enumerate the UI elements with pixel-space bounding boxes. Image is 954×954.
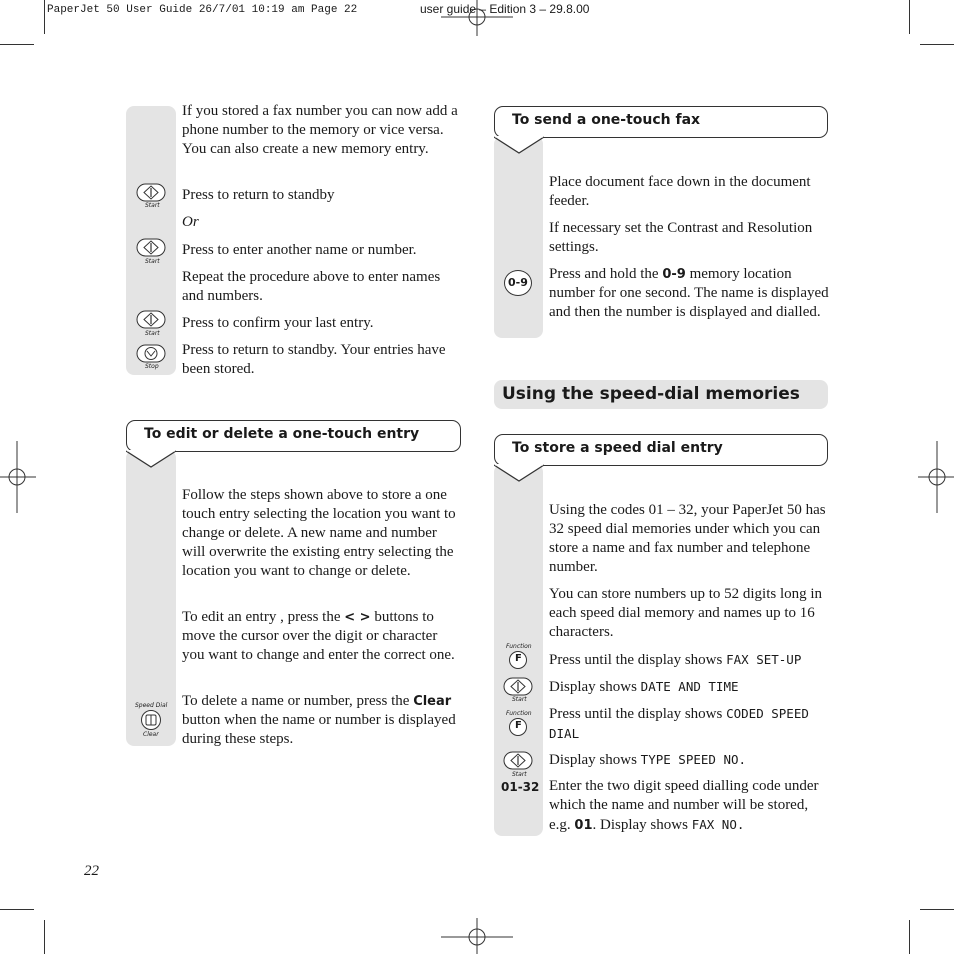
start-label: Start xyxy=(512,771,527,778)
store-step-5 xyxy=(549,777,831,835)
heading-pointer xyxy=(494,464,546,484)
start-icon xyxy=(503,751,533,771)
step-text: Press until the display shows xyxy=(549,706,727,722)
step-text: Press until the display shows xyxy=(549,652,727,668)
step-return-standby: Press to return to standby xyxy=(182,187,335,203)
display-text: DATE AND TIME xyxy=(640,679,739,694)
step-text: Display shows xyxy=(549,752,641,768)
or-text: Or xyxy=(182,214,199,230)
send-p3-text: memory location number for one second. The name is displayed and then the number is displayed and dialled. xyxy=(549,266,829,320)
start-icon xyxy=(136,238,166,258)
step-text: Enter the two digit speed dialling code under which the name and number will be stored, e.g. xyxy=(549,778,819,833)
crop-mark xyxy=(909,0,910,34)
edit-p2-text: buttons to move the cursor over the digit or character you want to change and enter the correct one. xyxy=(182,609,455,663)
crop-mark xyxy=(44,0,45,34)
start-label: Start xyxy=(145,258,160,265)
send-paragraph-1: Place document face down in the document feeder. xyxy=(549,174,811,209)
function-key-label: F xyxy=(515,720,522,731)
heading-pointer xyxy=(126,450,178,470)
store-speed-dial-heading: To store a speed dial entry xyxy=(512,440,723,456)
right-step-bar-send xyxy=(494,136,543,338)
edit-paragraph-2 xyxy=(182,608,460,665)
edit-delete-heading: To edit or delete a one-touch entry xyxy=(144,426,420,442)
store-step-3 xyxy=(549,704,831,744)
number-key-label: 0-9 xyxy=(508,276,528,289)
edition-line: user guide – Edition 3 – 29.8.00 xyxy=(420,2,590,16)
crop-mark xyxy=(920,909,954,910)
step-confirm: Press to confirm your last entry. xyxy=(182,315,374,331)
registration-mark-bottom xyxy=(441,918,513,954)
edit-paragraph-3 xyxy=(182,692,460,749)
edit-p2-text: To edit an entry , press the xyxy=(182,609,345,625)
display-text: FAX NO. xyxy=(691,817,745,832)
display-text: CODED SPEED xyxy=(726,706,809,721)
crop-mark xyxy=(0,44,34,45)
start-icon xyxy=(136,310,166,330)
display-text: FAX SET-UP xyxy=(726,652,802,667)
start-label: Start xyxy=(512,696,527,703)
clear-label: Clear xyxy=(143,731,159,738)
crop-mark xyxy=(0,909,34,910)
registration-mark-left xyxy=(0,441,36,513)
step-enter-another: Press to enter another name or number. xyxy=(182,242,417,258)
registration-mark-right xyxy=(918,441,954,513)
stop-label: Stop xyxy=(145,363,159,370)
display-text: TYPE SPEED NO. xyxy=(640,752,747,767)
edit-p3-text: button when the name or number is displayed during these steps. xyxy=(182,712,456,747)
page-number: 22 xyxy=(84,863,99,879)
section-title: Using the speed-dial memories xyxy=(502,384,800,404)
send-paragraph-2: If necessary set the Contrast and Resolution settings. xyxy=(549,220,813,255)
speed-dial-label: Speed Dial xyxy=(135,702,168,709)
crop-mark xyxy=(920,44,954,45)
speed-dial-clear-icon xyxy=(140,709,162,731)
start-icon xyxy=(503,677,533,697)
heading-pointer xyxy=(494,136,546,156)
send-paragraph-3 xyxy=(549,265,831,322)
print-slug: PaperJet 50 User Guide 26/7/01 10:19 am Page 22 xyxy=(47,4,358,16)
edit-paragraph-1: Follow the steps shown above to store a one touch entry selecting the location you want to change or delete. A new name and number will overwrite the existing entry selecting the location you want to change or delete. xyxy=(182,487,456,579)
send-fax-heading: To send a one-touch fax xyxy=(512,112,701,128)
display-text: DIAL xyxy=(549,726,580,741)
crop-mark xyxy=(909,920,910,954)
intro-paragraph: If you stored a fax number you can now add a phone number to the memory or vice versa. You can also create a new memory entry. xyxy=(182,103,458,157)
step-entries-stored: Press to return to standby. Your entries have been stored. xyxy=(182,342,446,377)
step-repeat: Repeat the procedure above to enter names and numbers. xyxy=(182,269,441,304)
store-speed-dial-heading-box xyxy=(494,434,828,466)
step-text: Display shows xyxy=(549,679,641,695)
speed-code-label: 01-32 xyxy=(501,780,540,794)
edit-delete-heading-box xyxy=(126,420,461,452)
store-paragraph-1: Using the codes 01 – 32, your PaperJet 50 has 32 speed dial memories under which you can store a name and fax number and telephone number. xyxy=(549,502,826,575)
clear-key-label: Clear xyxy=(413,694,452,709)
send-p3-key: 0-9 xyxy=(662,267,686,282)
code-example: 01 xyxy=(574,818,593,833)
function-key-label: F xyxy=(515,653,522,664)
send-p3-text: Press and hold the xyxy=(549,266,663,282)
start-label: Start xyxy=(145,330,160,337)
step-text: . Display shows xyxy=(592,817,692,833)
section-title-bar xyxy=(494,380,828,409)
function-label: Function xyxy=(506,710,532,717)
store-paragraph-2: You can store numbers up to 52 digits long in each speed dial memory and names up to 16 characters. xyxy=(549,586,823,640)
edit-p3-text: To delete a name or number, press the xyxy=(182,693,414,709)
start-label: Start xyxy=(145,202,160,209)
store-step-1 xyxy=(549,650,831,670)
store-step-4 xyxy=(549,750,831,770)
function-label: Function xyxy=(506,643,532,650)
stop-icon xyxy=(136,344,166,364)
crop-mark xyxy=(44,920,45,954)
send-fax-heading-box xyxy=(494,106,828,138)
store-step-2 xyxy=(549,677,831,697)
start-icon xyxy=(136,183,166,203)
arrow-keys-label: < > xyxy=(344,610,371,625)
